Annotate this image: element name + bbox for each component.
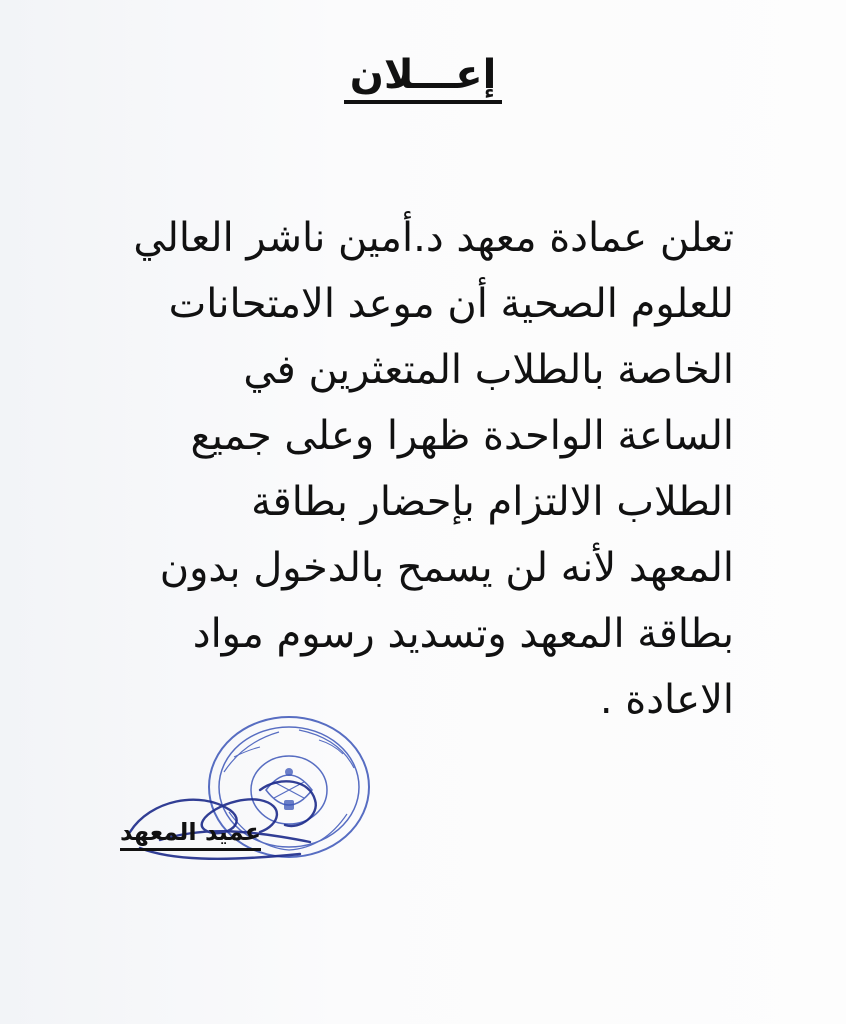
body-line: الخاصة بالطلاب المتعثرين في	[243, 347, 734, 393]
body-line: تعلن عمادة معهد د.أمين ناشر العالي	[133, 215, 734, 261]
signer-title: عميد المعهد	[120, 818, 261, 851]
body-line: الطلاب الالتزام بإحضار بطاقة	[251, 479, 734, 525]
body-line: الساعة الواحدة ظهرا وعلى جميع	[190, 413, 734, 459]
body-line: بطاقة المعهد وتسديد رسوم مواد	[192, 611, 734, 657]
announcement-title	[0, 52, 846, 98]
announcement-body	[94, 205, 734, 733]
body-line: المعهد لأنه لن يسمح بالدخول بدون	[159, 545, 734, 591]
announcement-title-text: إعـــلان	[344, 52, 503, 104]
body-line: الاعادة .	[599, 677, 734, 723]
body-line: للعلوم الصحية أن موعد الامتحانات	[168, 281, 734, 327]
